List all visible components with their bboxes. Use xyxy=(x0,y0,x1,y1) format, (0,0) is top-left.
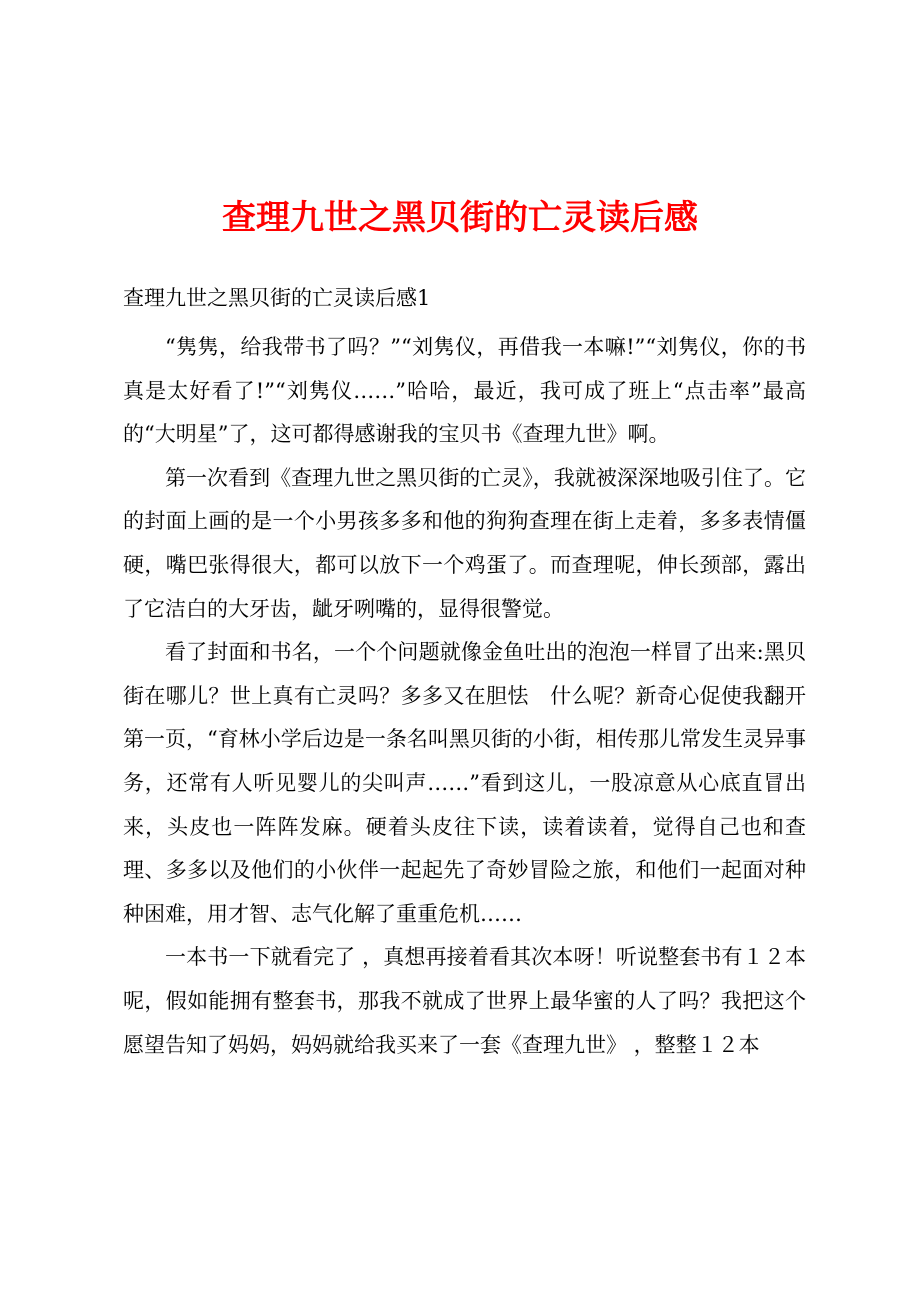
document-body xyxy=(123,326,806,1067)
paragraph: 看了封面和书名，一个个问题就像金鱼吐出的泡泡一样冒了出来:黑贝街在哪儿？世上真有亡灵吗？多多又在胆怯 什么呢？新奇心促使我翻开第一页，“育林小学后边是一条名叫黑贝街的小街，相传那儿常发生灵异事务，还常有人听见婴儿的尖叫声……”看到这儿，一股凉意从心底直冒出来，头皮也一阵阵发麻。硬着头皮往下读，读着读着，觉得自己也和查理、多多以及他们的小伙伴一起起先了奇妙冒险之旅，和他们一起面对种种困难，用才智、志气化解了重重危机…… xyxy=(123,640,806,926)
paragraph: 第一次看到《查理九世之黑贝街的亡灵》，我就被深深地吸引住了。它的封面上画的是一个小男孩多多和他的狗狗查理在街上走着，多多表情僵硬，嘴巴张得很大，都可以放下一个鸡蛋了。而查理呢，伸长颈部，露出了它洁白的大牙齿，龇牙咧嘴的，显得很警觉。 xyxy=(123,465,806,621)
document-title: 查理九世之黑贝街的亡灵读后感 xyxy=(222,198,698,238)
paragraph: 一本书一下就看完了 ，真想再接着看其次本呀！听说整套书有１２本呢，假如能拥有整套书，那我不就成了世界上最华蜜的人了吗？我把这个愿望告知了妈妈，妈妈就给我买来了一套《查理九世》 ，整整１２本 xyxy=(123,945,806,1057)
paragraph: “隽隽，给我带书了吗？”“刘隽仪，再借我一本嘛!”“刘隽仪，你的书真是太好看了!”“刘隽仪……”哈哈，最近，我可成了班上“点击率”最高的“大明星”了，这可都得感谢我的宝贝书《查理九世》啊。 xyxy=(123,335,806,447)
document-subtitle: 查理九世之黑贝街的亡灵读后感1 xyxy=(123,286,431,310)
